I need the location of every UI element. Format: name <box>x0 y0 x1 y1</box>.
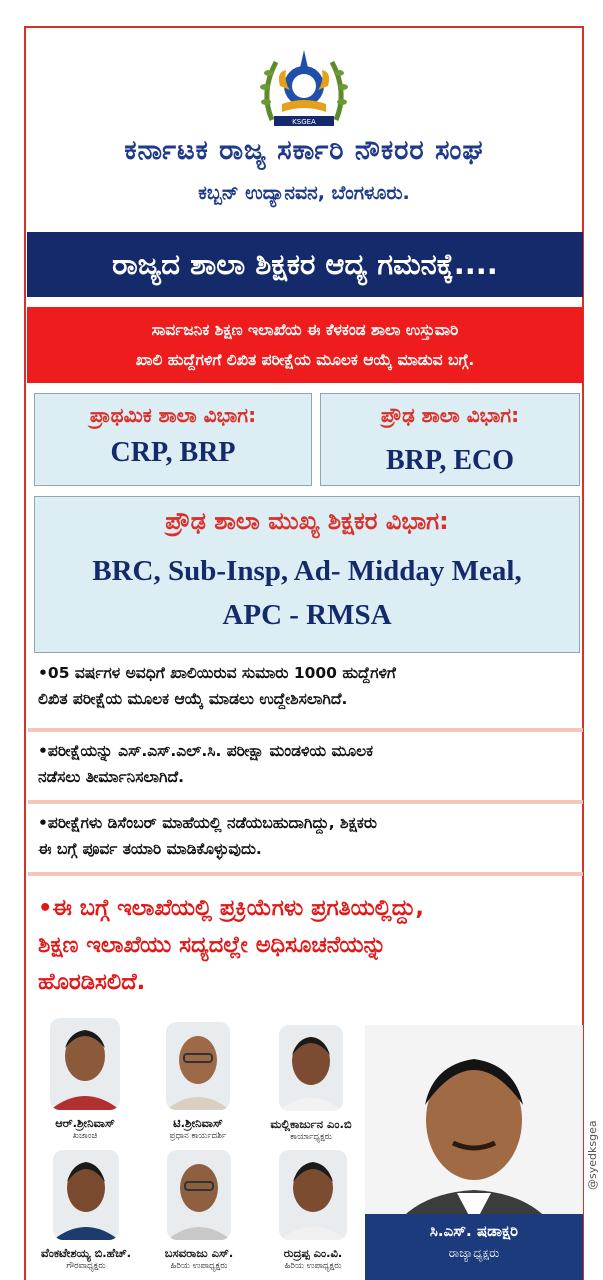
person-photo <box>50 1018 120 1110</box>
person-photo <box>167 1150 231 1240</box>
person-role: ಗೌರವಾಧ್ಯಕ್ಷರು <box>66 1261 106 1271</box>
card-heading: ಪ್ರಾಥಮಿಕ ಶಾಲಾ ವಿಭಾಗ: <box>89 403 257 427</box>
divider <box>28 728 583 732</box>
card-high-school <box>320 393 580 486</box>
card-heading: ಪ್ರೌಢ ಶಾಲಾ ಮುಖ್ಯ ಶಿಕ್ಷಕರ ವಿಭಾಗ: <box>165 507 449 535</box>
bullet-line: •05 ವರ್ಷಗಳ ಅವಧಿಗೆ ಖಾಲಿಯಿರುವ ಸುಮಾರು 1000 ಹುದ್ದೆಗಳಿಗೆ <box>38 664 396 682</box>
logo-text: KSGEA <box>292 118 316 126</box>
card-posts-line-2: APC - RMSA <box>222 599 392 631</box>
official-card <box>143 1022 253 1141</box>
person-role: ಹಿರಿಯ ಉಪಾಧ್ಯಕ್ಷರು <box>170 1261 228 1271</box>
card-posts-line-1: BRC, Sub-Insp, Ad- Midday Meal, <box>92 555 522 587</box>
notice-line-1: ಸಾರ್ವಜನಿಕ ಶಿಕ್ಷಣ ಇಲಾಖೆಯ ಈ ಕೆಳಕಂಡ ಶಾಲಾ ಉಸ್ತುವಾರಿ <box>151 321 459 339</box>
official-card <box>145 1150 253 1271</box>
person-photo <box>53 1150 119 1240</box>
person-role: ಕಾರ್ಯಾಧ್ಯಕ್ಷರು <box>290 1132 332 1142</box>
official-card <box>30 1150 142 1271</box>
person-name: ವೆಂಕಟೇಶಯ್ಯ ಬಿ.ಹೆಚ್. <box>40 1246 132 1260</box>
bullet-line: ಲಿಖಿತ ಪರೀಕ್ಷೆಯ ಮೂಲಕ ಆಯ್ಕೆ ಮಾಡಲು ಉದ್ದೇಶಿಸಲಾಗಿದೆ. <box>38 690 348 708</box>
person-name: ಟಿ.ಶ್ರೀನಿವಾಸ್ <box>173 1116 223 1130</box>
card-heading: ಪ್ರೌಢ ಶಾಲಾ ವಿಭಾಗ: <box>380 403 520 427</box>
president-role: ರಾಜ್ಯಾಧ್ಯಕ್ಷರು <box>448 1246 500 1260</box>
person-name: ಬಸವರಾಜು ಎಸ್. <box>164 1246 234 1260</box>
card-primary-school <box>34 393 312 486</box>
person-photo <box>279 1025 343 1111</box>
highlight-line: ಹೊರಡಿಸಲಿದೆ. <box>38 969 146 995</box>
person-photo <box>166 1022 230 1110</box>
person-role: ಹಿರಿಯ ಉಪಾಧ್ಯಕ್ಷರು <box>284 1261 342 1271</box>
person-role: ಖಜಾಂಚಿ <box>72 1131 98 1141</box>
card-posts: CRP, BRP <box>110 437 236 468</box>
card-posts <box>35 549 579 637</box>
bullet-line: ಈ ಬಗ್ಗೆ ಪೂರ್ವ ತಯಾರಿ ಮಾಡಿಕೊಳ್ಳುವುದು. <box>38 840 262 858</box>
highlight-line: ಶಿಕ್ಷಣ ಇಲಾಖೆಯು ಸದ್ಯದಲ್ಲೇ ಅಧಿಸೂಚನೆಯನ್ನು <box>38 932 387 958</box>
bullet-line: •ಪರೀಕ್ಷೆಗಳು ಡಿಸೆಂಬರ್ ಮಾಹೆಯಲ್ಲಿ ನಡೆಯಬಹುದಾಗಿದ್ದು, ಶಿಕ್ಷಕರು <box>38 814 377 832</box>
notice-box <box>27 307 583 383</box>
official-card <box>30 1018 140 1141</box>
official-card <box>252 1025 370 1142</box>
person-name: ಮಲ್ಲಿಕಾರ್ಜುನ ಎಂ.ಬಿ <box>270 1117 352 1131</box>
president-caption <box>365 1214 583 1280</box>
card-headmaster <box>34 496 580 653</box>
divider <box>28 800 583 804</box>
person-name: ಆರ್.ಶ್ರೀನಿವಾಸ್ <box>55 1116 115 1130</box>
person-photo <box>279 1150 347 1240</box>
highlight-line: •ಈ ಬಗ್ಗೆ ಇಲಾಖೆಯಲ್ಲಿ ಪ್ರಕ್ರಿಯೆಗಳು ಪ್ರಗತಿಯಲ್ಲಿದ್ದು, <box>38 895 424 921</box>
bullet-point <box>32 810 584 862</box>
bullet-point <box>32 660 584 712</box>
bullet-point <box>32 738 584 790</box>
bullet-line: •ಪರೀಕ್ಷೆಯನ್ನು ಎಸ್.ಎಸ್.ಎಲ್.ಸಿ. ಪರೀಕ್ಷಾ ಮಂಡಳಿಯ ಮೂಲಕ <box>38 742 374 760</box>
org-title: ಕರ್ನಾಟಕ ರಾಜ್ಯ ಸರ್ಕಾರಿ ನೌಕರರ ಸಂಘ <box>124 135 484 166</box>
official-card <box>258 1150 368 1271</box>
highlight-note <box>32 890 584 1001</box>
org-subtitle: ಕಬ್ಬನ್ ಉದ್ಯಾನವನ, ಬೆಂಗಳೂರು. <box>198 182 410 204</box>
notice-line-2: ಖಾಲಿ ಹುದ್ದೆಗಳಿಗೆ ಲಿಖಿತ ಪರೀಕ್ಷೆಯ ಮೂಲಕ ಆಯ್ಕೆ ಮಾಡುವ ಬಗ್ಗೆ. <box>135 351 475 369</box>
bullet-line: ನಡೆಸಲು ತೀರ್ಮಾನಿಸಲಾಗಿದೆ. <box>38 768 184 786</box>
person-name: ರುದ್ರಪ್ಪ ಎಂ.ವಿ. <box>283 1246 343 1260</box>
ksgea-logo <box>256 42 352 134</box>
president-name: ಸಿ.ಎಸ್. ಷಡಾಕ್ಷರಿ <box>429 1222 519 1240</box>
divider <box>28 872 583 876</box>
headline-banner: ರಾಜ್ಯದ ಶಾಲಾ ಶಿಕ್ಷಕರ ಆದ್ಯ ಗಮನಕ್ಕೆ.... <box>27 232 583 297</box>
person-role: ಪ್ರಧಾನ ಕಾರ್ಯದರ್ಶಿ <box>169 1131 227 1141</box>
card-posts: BRP, ECO <box>385 445 515 476</box>
watermark: @syedksgea <box>586 1120 599 1190</box>
